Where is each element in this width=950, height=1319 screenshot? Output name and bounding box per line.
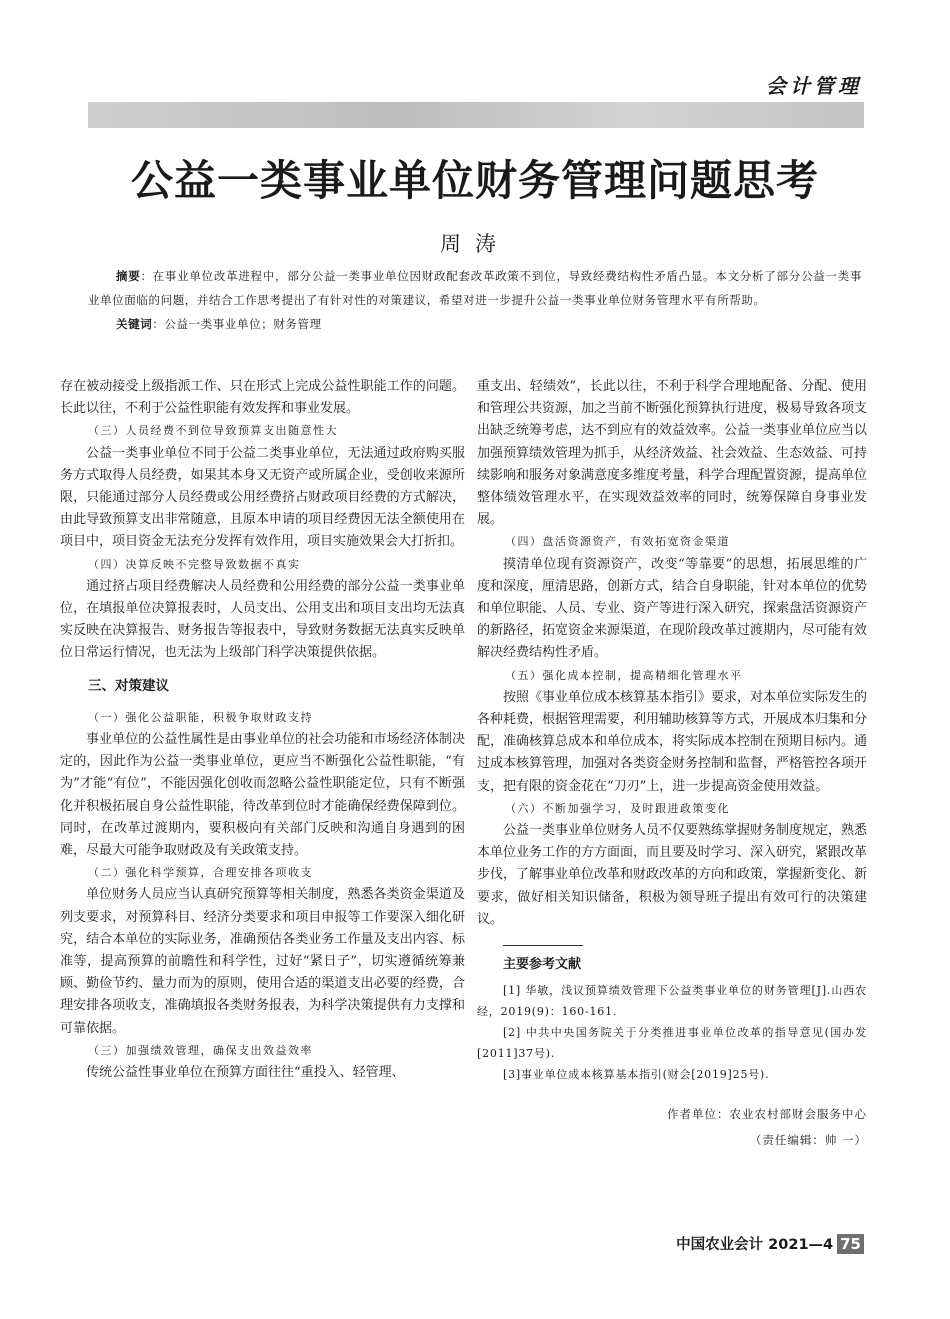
abstract-block [88,264,862,336]
reference-item: [1] 华敏，浅议预算绩效管理下公益类事业单位的财务管理[J].山西农经，2019(9)：160-161. [477,984,867,1019]
subheading: （三）人员经费不到位导致预算支出随意性大 [88,424,338,438]
subheading: （三）加强绩效管理，确保支出效益效率 [88,1043,313,1057]
subheading: （二）强化科学预算，合理安排各项收支 [88,866,313,880]
keywords-label: 关键词 [116,317,153,331]
subheading: （五）强化成本控制，提高精细化管理水平 [505,668,743,682]
paragraph: 按照《事业单位成本核算基本指引》要求，对本单位实际发生的各种耗费，根据管理需要，利用辅助核算等方式，开展成本归集和分配，准确核算总成本和单位成本，将实际成本控制在预期目标内。通过成本核算管理，加强对各类资金财务控制和监督，严格管控各项开支，把有限的资金花在“刀刃”上，进一步提高资金使用效益。 [477,689,868,794]
article-title: 公益一类事业单位财务管理问题思考 [130,156,819,205]
references-title: 主要参考文献 [503,957,582,973]
responsible-editor: （责任编辑：帅 一） [749,1133,867,1148]
paragraph: 单位财务人员应当认真研究预算等相关制度，熟悉各类资金渠道及列支要求，对预算科目、经济分类要求和项目申报等工作要深入细化研究，结合本单位的实际业务，准确预估各类业务工作量及支出内容、标准等，提高预算的前瞻性和科学性，过好“紧日子”，切实遵循统筹兼顾、勤俭节约、量力而为的原则，使用合适的渠道支出必要的经费，合理安排各项收支，准确填报各类财务报表，为科学决策提供有力支撑和可靠依据。 [60,887,465,1036]
left-column [60,376,465,1084]
abstract-paragraph: 摘要：在事业单位改革进程中，部分公益一类事业单位因财政配套改革政策不到位，导致经费结构性矛盾凸显。本文分析了部分公益一类事业单位面临的问题，并结合工作思考提出了有针对性的对策建议，希望对进一步提升公益一类事业单位财务管理水平有所帮助。 [88,269,862,307]
author-affiliation: 作者单位：农业农村部财会服务中心 [667,1107,867,1122]
abstract-text: 在事业单位改革进程中，部分公益一类事业单位因财政配套改革政策不到位，导致经费结构性矛盾凸显。本文分析了部分公益一类事业单位面临的问题，并结合工作思考提出了有针对性的对策建议，希望对进一步提升公益一类事业单位财务管理水平有所帮助。 [88,269,862,307]
paragraph: 公益一类事业单位财务人员不仅要熟练掌握财务制度规定，熟悉本单位业务工作的方方面面，而且要及时学习、深入研究，紧跟改革步伐，了解事业单位改革和财政改革的方向和政策，掌握新变化、新要求，做好相关知识储备，积极为领导班子提出有效可行的决策建议。 [477,823,868,927]
subheading: （四）决算反映不完整导致数据不真实 [88,557,301,571]
paragraph: 摸清单位现有资源资产，改变“等靠要”的思想，拓展思维的广度和深度，厘清思路，创新方式，结合自身职能，针对本单位的优势和单位职能、人员、专业、资产等进行深入研究，探索盘活资源资产的新路径，拓宽资金来源渠道，在现阶段改革过渡期内，尽可能有效解决经费结构性矛盾。 [477,556,868,661]
article-author: 周涛 [440,232,510,256]
keywords-text: 公益一类事业单位；财务管理 [164,317,322,331]
right-column [477,376,867,1152]
paragraph: 公益一类事业单位不同于公益二类事业单位，无法通过政府购买服务方式取得人员经费，如果其本身又无资产或所属企业，受创收来源所限，只能通过部分人员经费或公用经费挤占财政项目经费的方式解决，由此导致预算支出非常随意，且原本申请的项目经费因无法全额使用在项目中，项目资金无法充分发挥有效作用，项目实施效果会大打折扣。 [60,445,465,550]
subheading: （四）盘活资源资产，有效拓宽资金渠道 [505,535,730,549]
paragraph: 存在被动接受上级指派工作、只在形式上完成公益性职能工作的问题。长此以往，不利于公益性职能有效发挥和事业发展。 [60,379,465,417]
reference-item: [2] 中共中央国务院关于分类推进事业单位改革的指导意见(国办发[2011]37号). [477,1026,867,1061]
reference-item: [3]事业单位成本核算基本指引(财会[2019]25号). [503,1068,770,1082]
section-tag: 会计管理 [766,74,862,98]
paragraph: 重支出、轻绩效”，长此以往，不利于科学合理地配备、分配、使用和管理公共资源，加之当前不断强化预算执行进度，极易导致各项支出缺乏统筹考虑，达不到应有的效益效率。公益一类事业单位应当以加强预算绩效管理为抓手，从经济效益、社会效益、生态效益、可持续影响和服务对象满意度多维度考量，科学合理配置资源，提高单位整体绩效管理水平，在实现效益效率的同时，统筹保障自身事业发展。 [477,379,868,528]
subheading: （一）强化公益职能，积极争取财政支持 [88,710,313,724]
abstract-label: 摘要 [116,269,141,283]
journal-name: 中国农业会计 2021—4 [676,1237,834,1253]
header-band [88,102,864,128]
page-footer [676,1233,864,1254]
page-number: 75 [837,1234,864,1254]
section-heading: 三、对策建议 [88,677,169,694]
references-divider [503,945,583,946]
paragraph: 通过挤占项目经费解决人员经费和公用经费的部分公益一类事业单位，在填报单位决算报表时，人员支出、公用支出和项目支出均无法真实反映在决算报告、财务报告等报表中，导致财务数据无法真实反映单位日常运行情况，也无法为上级部门科学决策提供依据。 [60,578,465,661]
paragraph: 事业单位的公益性属性是由事业单位的社会功能和市场经济体制决定的，因此作为公益一类事业单位，更应当不断强化公益性职能，“有为”才能“有位”，不能因强化创收而忽略公益性职能定位，只有不断强化并积极拓展自身公益性职能，待改革到位时才能确保经费保障到位。同时，在改革过渡期内，要积极向有关部门反映和沟通自身遇到的困难，尽最大可能争取财政及有关政策支持。 [60,732,465,859]
paragraph: 传统公益性事业单位在预算方面往往“重投入、轻管理、 [86,1065,405,1081]
subheading: （六）不断加强学习，及时跟进政策变化 [505,801,730,815]
keywords-line: 关键词：公益一类事业单位；财务管理 [116,317,322,331]
